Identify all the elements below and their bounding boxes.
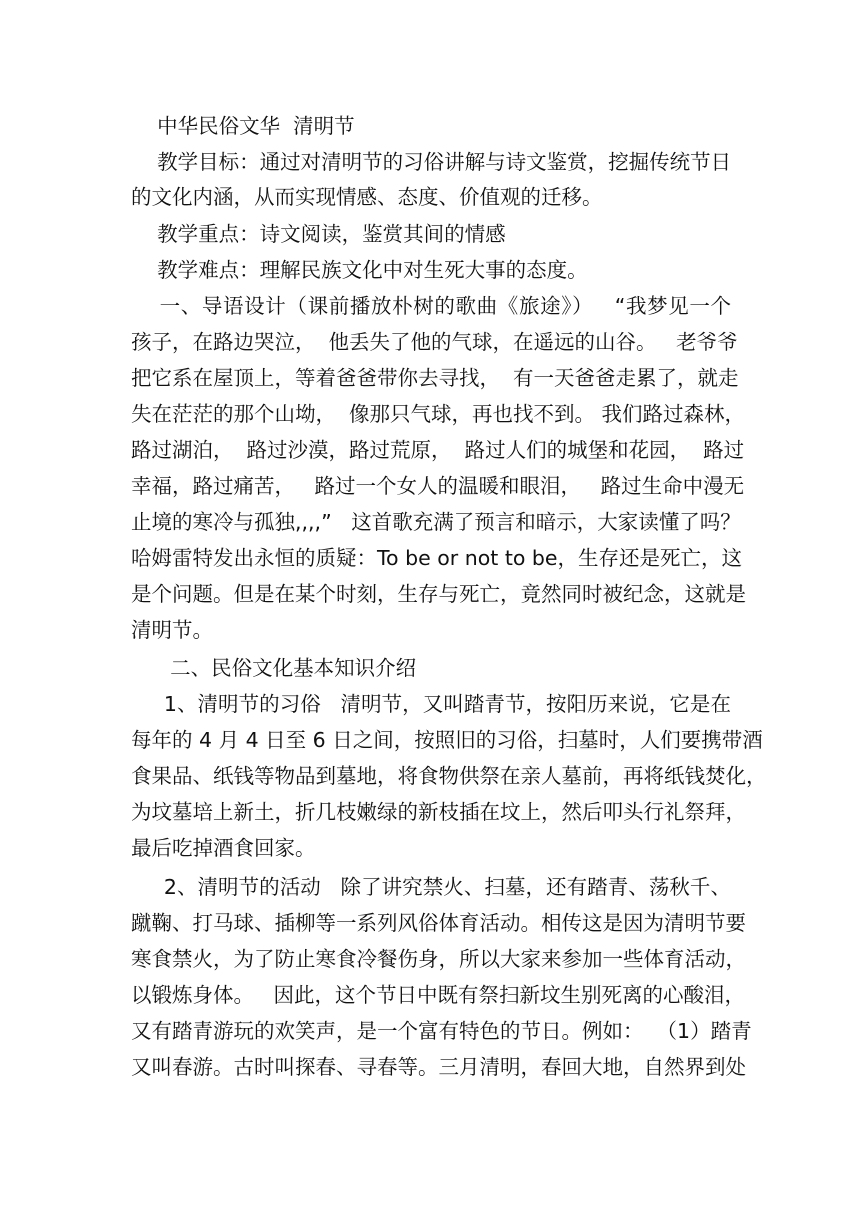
intro-paragraph-line: 哈姆雷特发出永恒的质疑：To be or not to be，生存还是死亡，这 xyxy=(131,546,743,570)
intro-paragraph-line: 清明节。 xyxy=(131,618,213,642)
customs-paragraph-line: 食果品、纸钱等物品到墓地，将食物供祭在亲人墓前，再将纸钱焚化， xyxy=(131,764,767,788)
teaching-goal-line-2: 的文化内涵，从而实现情感、态度、价值观的迁移。 xyxy=(131,185,603,209)
teaching-focus: 教学重点：诗文阅读，鉴赏其间的情感 xyxy=(131,222,506,246)
teaching-goal-line-1: 教学目标：通过对清明节的习俗讲解与诗文鉴赏，挖掘传统节日 xyxy=(131,150,732,174)
activities-paragraph-line: 以锻炼身体。 因此，这个节日中既有祭扫新坟生别死离的心酸泪， xyxy=(131,983,746,1007)
customs-paragraph-line: 1、清明节的习俗 清明节，又叫踏青节，按阳历来说，它是在 xyxy=(131,692,731,716)
intro-paragraph-line: 孩子，在路边哭泣， 他丢失了他的气球，在遥远的山谷。 老爷爷 xyxy=(131,330,738,354)
intro-paragraph-line: 是个问题。但是在某个时刻，生存与死亡，竟然同时被纪念，这就是 xyxy=(131,582,746,606)
activities-paragraph-line: 蹴鞠、打马球、插柳等一系列风俗体育活动。相传这是因为清明节要 xyxy=(131,911,746,935)
intro-paragraph-line: 一、导语设计（课前播放朴树的歌曲《旅途》） “我梦见一个 xyxy=(131,294,731,318)
intro-paragraph-line: 路过湖泊， 路过沙漠，路过荒原， 路过人们的城堡和花园， 路过 xyxy=(131,438,745,462)
customs-paragraph-line: 最后吃掉酒食回家。 xyxy=(131,836,316,860)
intro-paragraph-line: 把它系在屋顶上，等着爸爸带你去寻找， 有一天爸爸走累了，就走 xyxy=(131,366,739,390)
teaching-difficulty: 教学难点：理解民族文化中对生死大事的态度。 xyxy=(131,258,588,282)
intro-paragraph-line: 幸福，路过痛苦， 路过一个女人的温暖和眼泪， 路过生命中漫无 xyxy=(131,474,745,498)
customs-paragraph-line: 每年的 4 月 4 日至 6 日之间，按照旧的习俗，扫墓时，人们要携带酒 xyxy=(131,728,763,752)
intro-paragraph-line: 失在茫茫的那个山坳， 像那只气球，再也找不到。 我们路过森林， xyxy=(131,402,746,426)
document-title: 中华民俗文华 清明节 xyxy=(131,114,355,138)
customs-paragraph-line: 为坟墓培上新土，折几枝嫩绿的新枝插在坟上，然后叩头行礼祭拜， xyxy=(131,800,746,824)
activities-paragraph-line: 又叫春游。古时叫探春、寻春等。三月清明，春回大地，自然界到处 xyxy=(131,1055,746,1079)
section-heading: 二、民俗文化基本知识介绍 xyxy=(131,656,417,680)
activities-paragraph-line: 寒食禁火，为了防止寒食冷餐伤身，所以大家来参加一些体育活动， xyxy=(131,947,746,971)
intro-paragraph-line: 止境的寒冷与孤独,,,,” 这首歌充满了预言和暗示，大家读懂了吗？ xyxy=(131,510,741,534)
activities-paragraph-line: 2、清明节的活动 除了讲究禁火、扫墓，还有踏青、荡秋千、 xyxy=(131,875,731,899)
activities-paragraph-line: 又有踏青游玩的欢笑声，是一个富有特色的节日。例如： （1）踏青 xyxy=(131,1019,752,1043)
